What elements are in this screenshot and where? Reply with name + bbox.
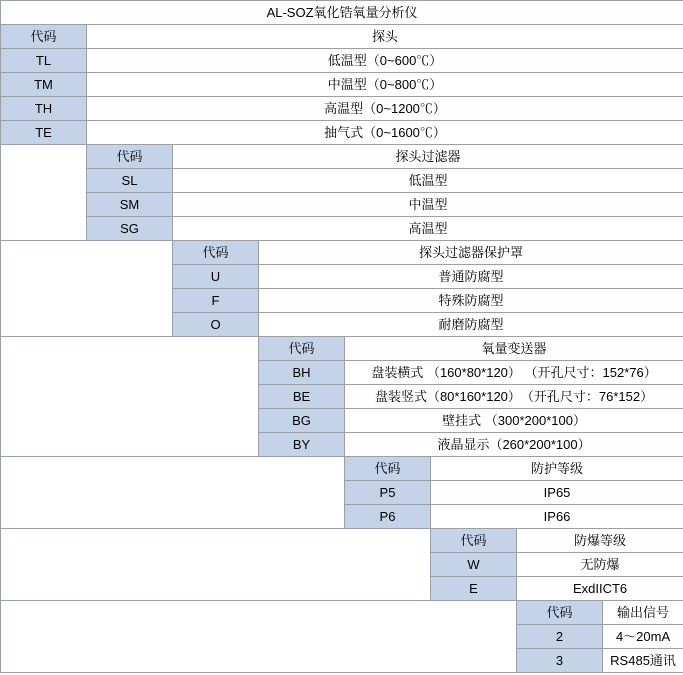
code-header-protection-level: 代码 [345,457,431,481]
value-cell: 4～20mA [603,625,683,649]
code-cell: TL [1,49,87,73]
code-header-output-signal: 代码 [517,601,603,625]
table-row [1,529,683,553]
table-row [1,457,683,481]
code-cell: P5 [345,481,431,505]
code-cell: E [431,577,517,601]
table-row [1,217,683,241]
table-row [1,49,683,73]
code-cell: BG [259,409,345,433]
section-header-explosion-proof-level: 防爆等级 [517,529,683,553]
value-cell: 壁挂式 （300*200*100） [345,409,683,433]
value-cell: 低温型（0~600℃） [87,49,683,73]
spacer-cell [1,529,431,601]
value-cell: ExdIICT6 [517,577,683,601]
table-row [1,97,683,121]
table-row [1,73,683,97]
section-header-protection-level: 防护等级 [431,457,683,481]
code-cell: BH [259,361,345,385]
code-cell: 3 [517,649,603,673]
code-cell: TE [1,121,87,145]
value-cell: IP66 [431,505,683,529]
value-cell: 无防爆 [517,553,683,577]
table-row [1,601,683,625]
value-cell: 中温型 [173,193,683,217]
value-cell: 中温型（0~800℃） [87,73,683,97]
table-row [1,241,683,265]
value-cell: 耐磨防腐型 [259,313,683,337]
section-header-probe: 探头 [87,25,683,49]
value-cell: 液晶显示（260*200*100） [345,433,683,457]
code-header-probe: 代码 [1,25,87,49]
code-cell: F [173,289,259,313]
spacer-cell [1,457,345,529]
value-cell: 特殊防腐型 [259,289,683,313]
value-cell: 盘装横式 （160*80*120） （开孔尺寸：152*76） [345,361,683,385]
code-header-filter-guard: 代码 [173,241,259,265]
table-row [1,25,683,49]
section-header-probe-filter: 探头过滤器 [173,145,683,169]
code-header-probe-filter: 代码 [87,145,173,169]
spacer-cell [1,337,259,457]
code-cell: SG [87,217,173,241]
code-cell: TM [1,73,87,97]
table-row [1,169,683,193]
value-cell: 普通防腐型 [259,265,683,289]
code-header-oxygen-transmitter: 代码 [259,337,345,361]
table-row [1,337,683,361]
value-cell: 盘装竖式（80*160*120） （开孔尺寸：76*152） [345,385,683,409]
code-cell: U [173,265,259,289]
section-header-filter-guard: 探头过滤器保护罩 [259,241,683,265]
spacer-cell [1,601,517,673]
document-title: AL-SOZ氧化锆氧量分析仪 [1,1,683,25]
code-cell: W [431,553,517,577]
table-row-title [1,1,683,25]
code-cell: 2 [517,625,603,649]
code-cell: TH [1,97,87,121]
table-row [1,121,683,145]
code-cell: SL [87,169,173,193]
code-header-explosion-proof-level: 代码 [431,529,517,553]
value-cell: 低温型 [173,169,683,193]
code-cell: BE [259,385,345,409]
value-cell: IP65 [431,481,683,505]
table-row [1,145,683,169]
spacer-cell [1,145,87,241]
value-cell: 抽气式（0~1600℃） [87,121,683,145]
code-cell: BY [259,433,345,457]
value-cell: 高温型（0~1200℃） [87,97,683,121]
value-cell: RS485通讯 [603,649,683,673]
section-header-output-signal: 输出信号 [603,601,683,625]
code-cell: P6 [345,505,431,529]
code-cell: O [173,313,259,337]
spacer-cell [1,241,173,337]
table-row [1,193,683,217]
code-cell: SM [87,193,173,217]
value-cell: 高温型 [173,217,683,241]
section-header-oxygen-transmitter: 氧量变送器 [345,337,683,361]
